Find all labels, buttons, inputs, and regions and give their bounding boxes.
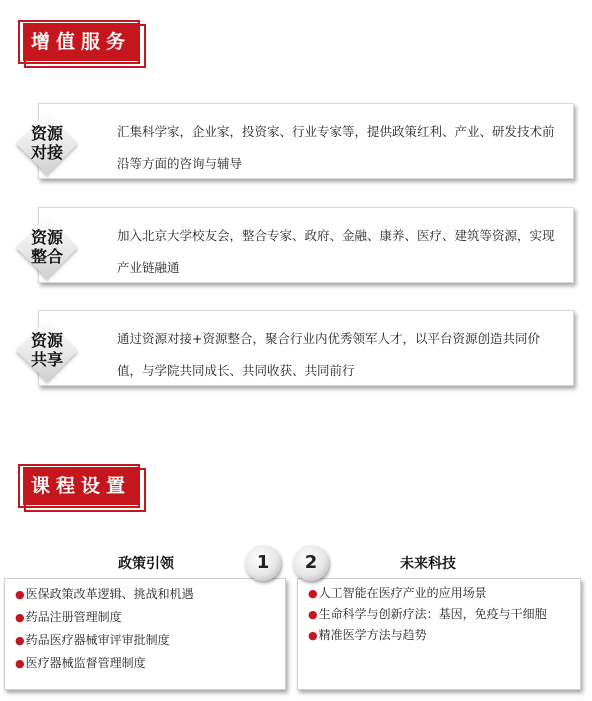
- service-badge-text: [14, 124, 80, 162]
- badge-line: 对接: [30, 143, 63, 162]
- number-badge-1: 1: [245, 545, 281, 581]
- list-item-text: 精准医学方法与趋势: [318, 628, 427, 642]
- course-heading-tech: 未来科技: [400, 556, 456, 572]
- services-title-label: 增值服务: [23, 23, 139, 61]
- list-item: [15, 606, 194, 629]
- service-description: 通过资源对接+资源整合，聚合行业内优秀领军人才，以平台资源创造共同价值，与学院共同成长、共同收获、共同前行: [117, 331, 540, 378]
- number-badge-2: 2: [293, 545, 329, 581]
- service-card-resource-integration: [38, 207, 574, 283]
- course-box-policy: [4, 578, 286, 690]
- badge-line: 共享: [30, 350, 63, 369]
- service-description: 加入北京大学校友会，整合专家、政府、金融、康养、医疗、建筑等资源，实现产业链融通: [117, 228, 555, 275]
- list-item: [15, 629, 194, 652]
- list-item-text: 人工智能在医疗产业的应用场景: [318, 586, 487, 600]
- list-item: [15, 652, 194, 675]
- bullet-icon: ●: [308, 629, 318, 642]
- list-item-text: 医疗器械监督管理制度: [25, 656, 146, 670]
- list-item: [308, 625, 547, 646]
- list-item-text: 医保政策改革逻辑、挑战和机遇: [25, 587, 194, 601]
- service-description: 汇集科学家，企业家，投资家、行业专家等，提供政策红利、产业、研发技术前沿等方面的咨询与辅导: [117, 124, 555, 171]
- list-item-text: 生命科学与创新疗法：基因，免疫与干细胞: [318, 607, 547, 621]
- list-item: [308, 583, 547, 604]
- service-badge: [14, 317, 80, 383]
- service-card-resource-docking: [38, 103, 574, 179]
- list-item-text: 药品注册管理制度: [25, 610, 122, 624]
- service-badge-text: [14, 331, 80, 369]
- bullet-icon: ●: [308, 608, 318, 621]
- list-item: [308, 604, 547, 625]
- service-badge-text: [14, 228, 80, 266]
- badge-line: 资源: [30, 228, 63, 247]
- bullet-icon: ●: [308, 587, 318, 600]
- course-heading-policy: 政策引领: [118, 556, 174, 572]
- badge-line: 整合: [30, 247, 63, 266]
- bullet-icon: ●: [15, 657, 25, 670]
- course-list: [308, 583, 547, 646]
- badge-line: 资源: [30, 124, 63, 143]
- list-item: [15, 583, 194, 606]
- service-badge: [14, 214, 80, 280]
- list-item-text: 药品医疗器械审评审批制度: [25, 633, 170, 647]
- course-list: [15, 583, 194, 675]
- bullet-icon: ●: [15, 611, 25, 624]
- service-card-resource-sharing: [38, 310, 574, 386]
- courses-title-label: 课程设置: [23, 467, 139, 505]
- bullet-icon: ●: [15, 588, 25, 601]
- bullet-icon: ●: [15, 634, 25, 647]
- badge-line: 资源: [30, 331, 63, 350]
- service-badge: [14, 110, 80, 176]
- course-box-tech: [297, 578, 581, 690]
